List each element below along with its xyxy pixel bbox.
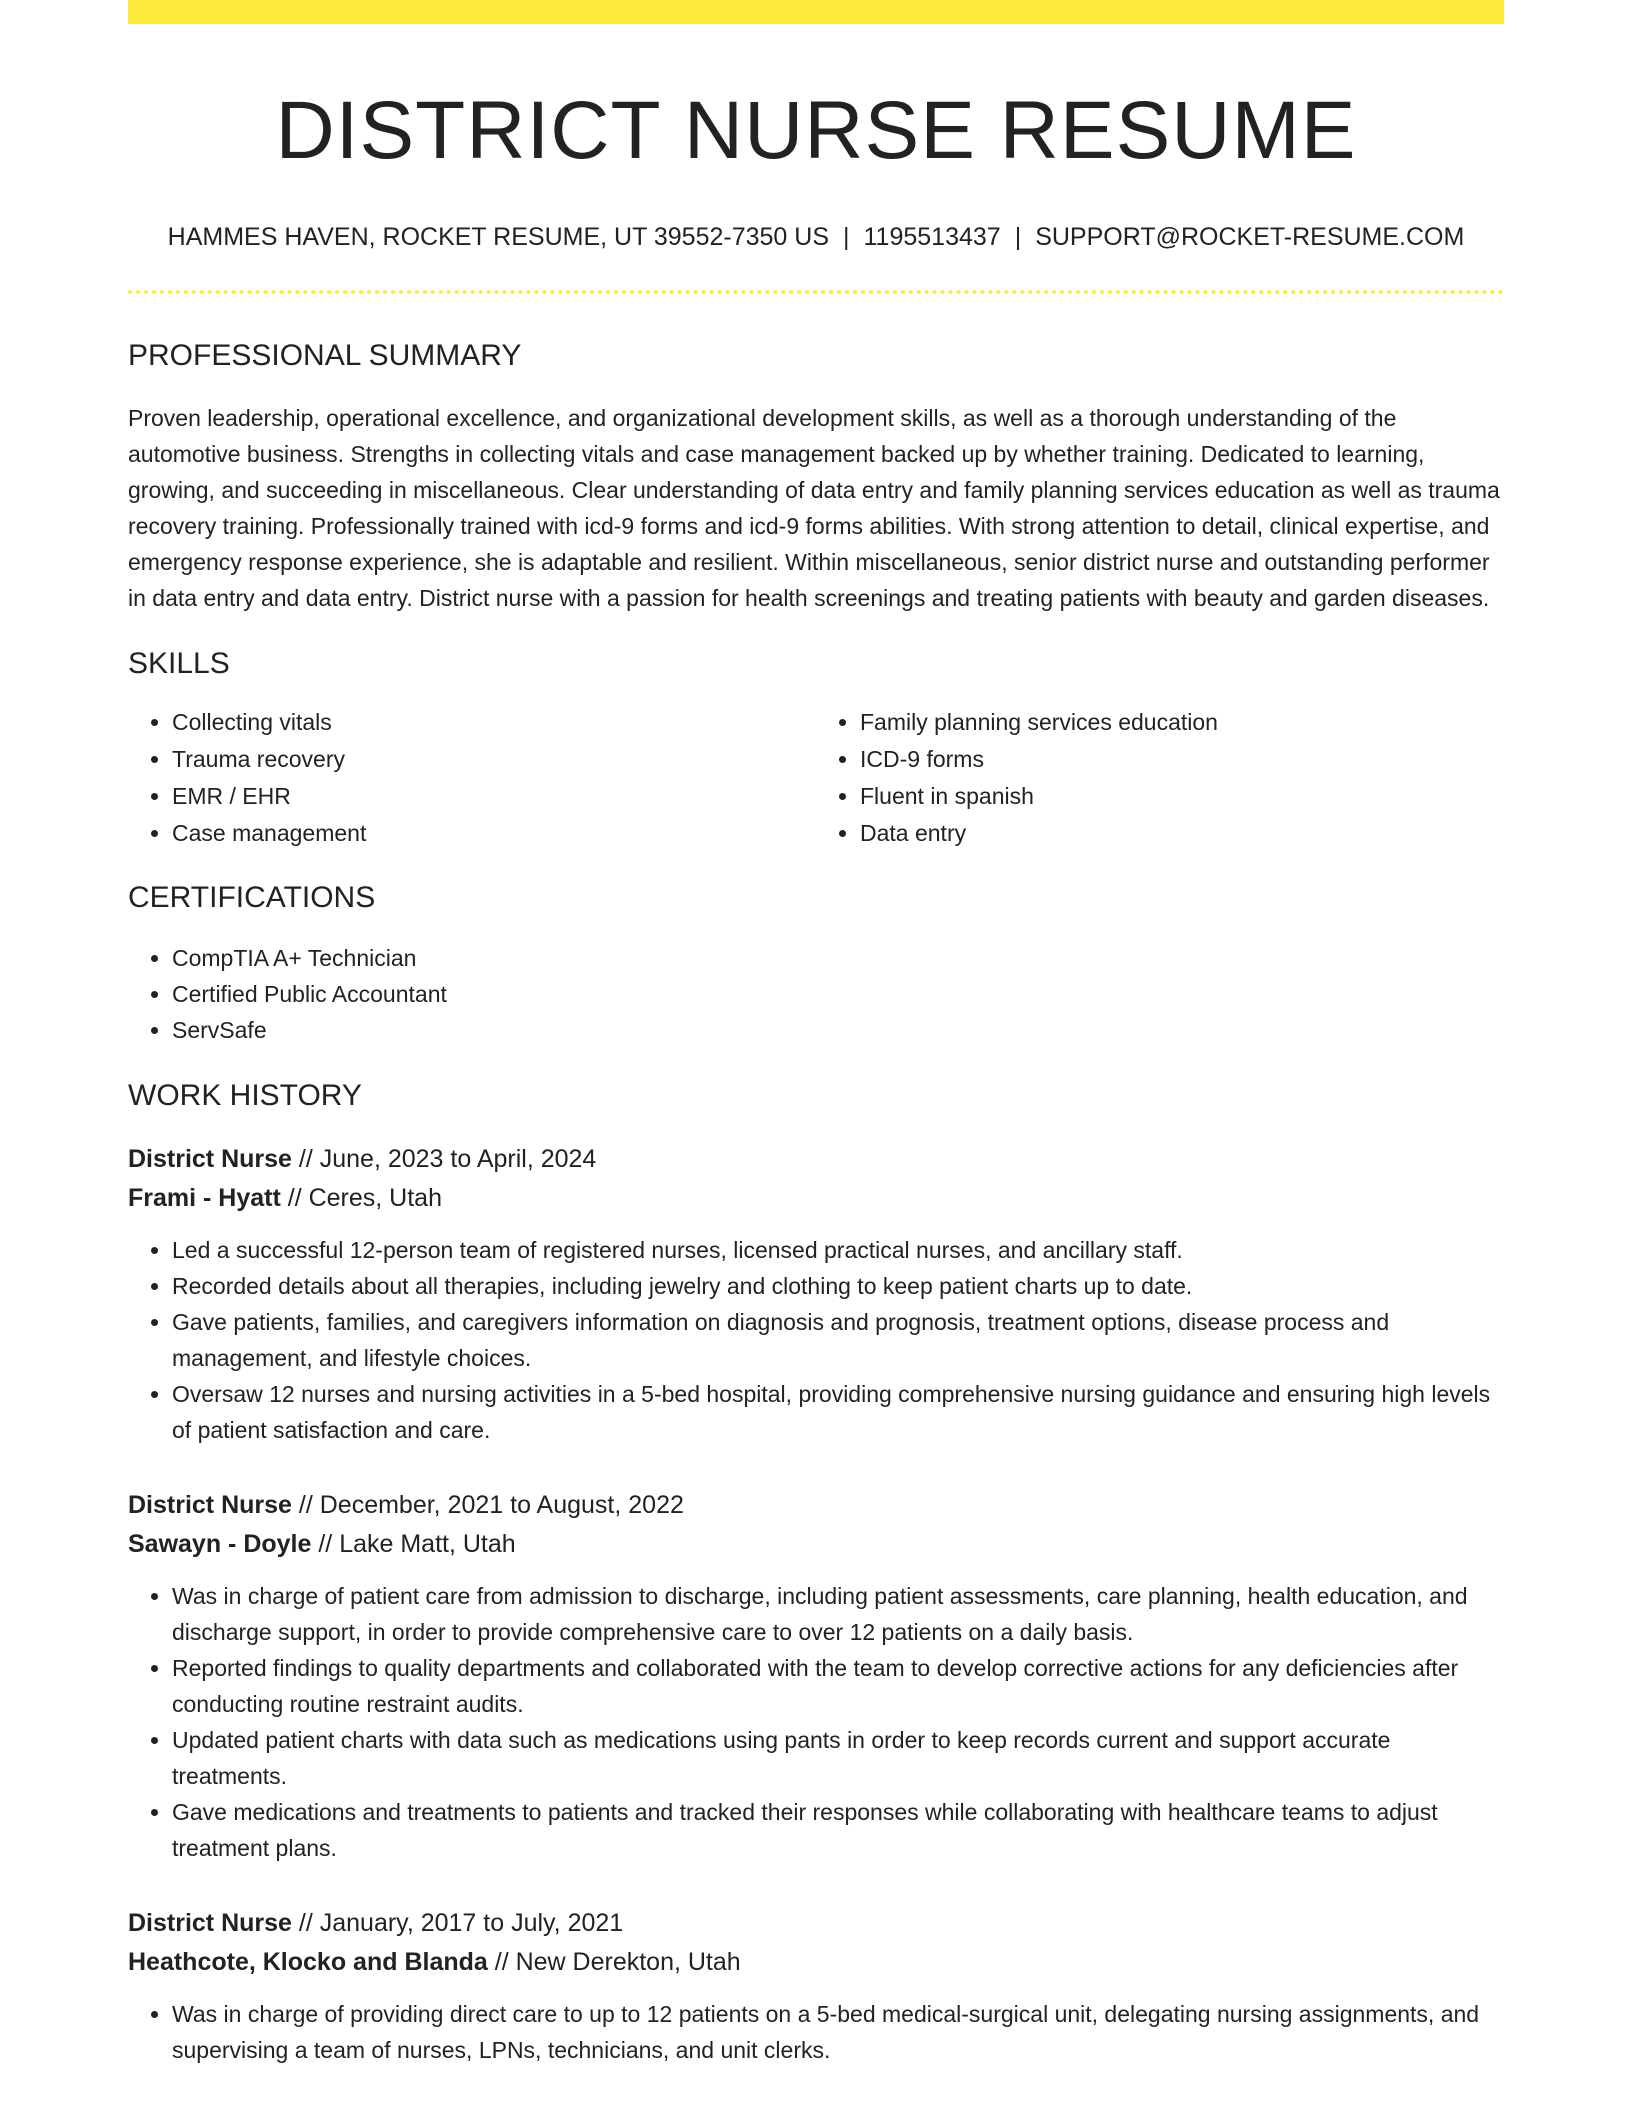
job-bullet: • Was in charge of providing direct care to up to 12 patients on a 5-bed medical-surgical unit, delegating nursing assignments, and supervising a team of nurses, LPNs, technicians, and unit clerks. [172,1996,1504,2068]
summary-text: Proven leadership, operational excellence, and organizational development skills, as well as a thorough understanding of the automotive business. Strengths in collecting vitals and case management backed up by whether training. Dedicated to learning, growing, and succeeding in miscellaneous. Clear understanding of data entry and family planning services education as well as trauma recovery training. Professionally trained with icd-9 forms and icd-9 forms abilities. With strong attention to detail, clinical expertise, and emergency response experience, she is adaptable and resilient. Within miscellaneous, senior district nurse and outstanding performer in data entry and data entry. District nurse with a passion for health screenings and treating patients with beauty and garden diseases. [128,405,1500,612]
job-title-line [128,1486,1504,1525]
job-bullets [128,1232,1504,1448]
job-company: Sawayn - Doyle [128,1530,312,1559]
job-bullet: • Was in charge of patient care from admission to discharge, including patient assessments, care planning, health education, and discharge support, in order to provide comprehensive care to over 12 patients on a daily basis. [172,1578,1504,1650]
contact-address: HAMMES HAVEN, ROCKET RESUME, UT 39552-7350 US [167,223,829,252]
contact-line [128,222,1504,252]
skill-item: • Family planning services education [860,704,1504,741]
job-title: District Nurse [128,1909,292,1938]
contact-email: SUPPORT@ROCKET-RESUME.COM [1035,223,1465,252]
skill-item: • Case management [172,815,816,852]
job-location: // Ceres, Utah [280,1184,442,1213]
page-title: DISTRICT NURSE RESUME [275,85,1357,176]
job-bullet: • Led a successful 12-person team of registered nurses, licensed practical nurses, and ancillary staff. [172,1232,1504,1268]
certification-item: • CompTIA A+ Technician [172,940,1504,976]
job-entry [128,1904,1504,2068]
job-title-line [128,1904,1504,1943]
skill-item: • Data entry [860,815,1504,852]
job-dates: // January, 2017 to July, 2021 [291,1909,624,1938]
contact-separator: | [1014,223,1022,252]
job-bullets [128,1578,1504,1866]
skills-column-right [816,704,1504,852]
job-location: // Lake Matt, Utah [311,1530,516,1559]
certification-item: • ServSafe [172,1012,1504,1048]
job-location: // New Derekton, Utah [487,1948,741,1977]
job-entry [128,1140,1504,1448]
accent-top-bar [128,0,1504,24]
skill-item: • Collecting vitals [172,704,816,741]
skills-list-right [816,704,1504,852]
job-company-line [128,1525,1504,1564]
job-title: District Nurse [128,1145,292,1174]
skill-item: • Trauma recovery [172,741,816,778]
job-dates: // December, 2021 to August, 2022 [291,1491,684,1520]
dotted-divider [128,290,1504,294]
certifications-heading: CERTIFICATIONS [128,881,376,915]
job-entry [128,1486,1504,1866]
skills-column-left [128,704,816,852]
job-bullet: • Updated patient charts with data such as medications using pants in order to keep records current and support accurate treatments. [172,1722,1504,1794]
contact-separator: | [843,223,850,252]
skill-item: • ICD-9 forms [860,741,1504,778]
job-bullet: • Recorded details about all therapies, including jewelry and clothing to keep patient charts up to date. [172,1268,1504,1304]
certification-item: • Certified Public Accountant [172,976,1504,1012]
job-bullet: • Reported findings to quality departments and collaborated with the team to develop corrective actions for any deficiencies after conducting routine restraint audits. [172,1650,1504,1722]
job-title: District Nurse [128,1491,292,1520]
job-company: Heathcote, Klocko and Blanda [128,1948,488,1977]
work-history-heading: WORK HISTORY [128,1079,362,1113]
certifications-list [128,940,1504,1048]
skill-item: • Fluent in spanish [860,778,1504,815]
job-company-line [128,1179,1504,1218]
job-company: Frami - Hyatt [128,1184,281,1213]
skill-item: • EMR / EHR [172,778,816,815]
summary-heading: PROFESSIONAL SUMMARY [128,339,522,373]
job-bullet: • Oversaw 12 nurses and nursing activities in a 5-bed hospital, providing comprehensive nursing guidance and ensuring high levels of patient satisfaction and care. [172,1376,1504,1448]
skills-grid [128,704,1504,852]
skills-list-left [128,704,816,852]
resume-page [128,0,1504,2068]
job-dates: // June, 2023 to April, 2024 [291,1145,597,1174]
skills-heading: SKILLS [128,647,230,681]
contact-phone: 1195513437 [863,223,1001,252]
job-bullet: • Gave medications and treatments to patients and tracked their responses while collaborating with healthcare teams to adjust treatment plans. [172,1794,1504,1866]
job-bullets [128,1996,1504,2068]
job-company-line [128,1943,1504,1982]
job-title-line [128,1140,1504,1179]
job-bullet: • Gave patients, families, and caregivers information on diagnosis and prognosis, treatment options, disease process and management, and lifestyle choices. [172,1304,1504,1376]
